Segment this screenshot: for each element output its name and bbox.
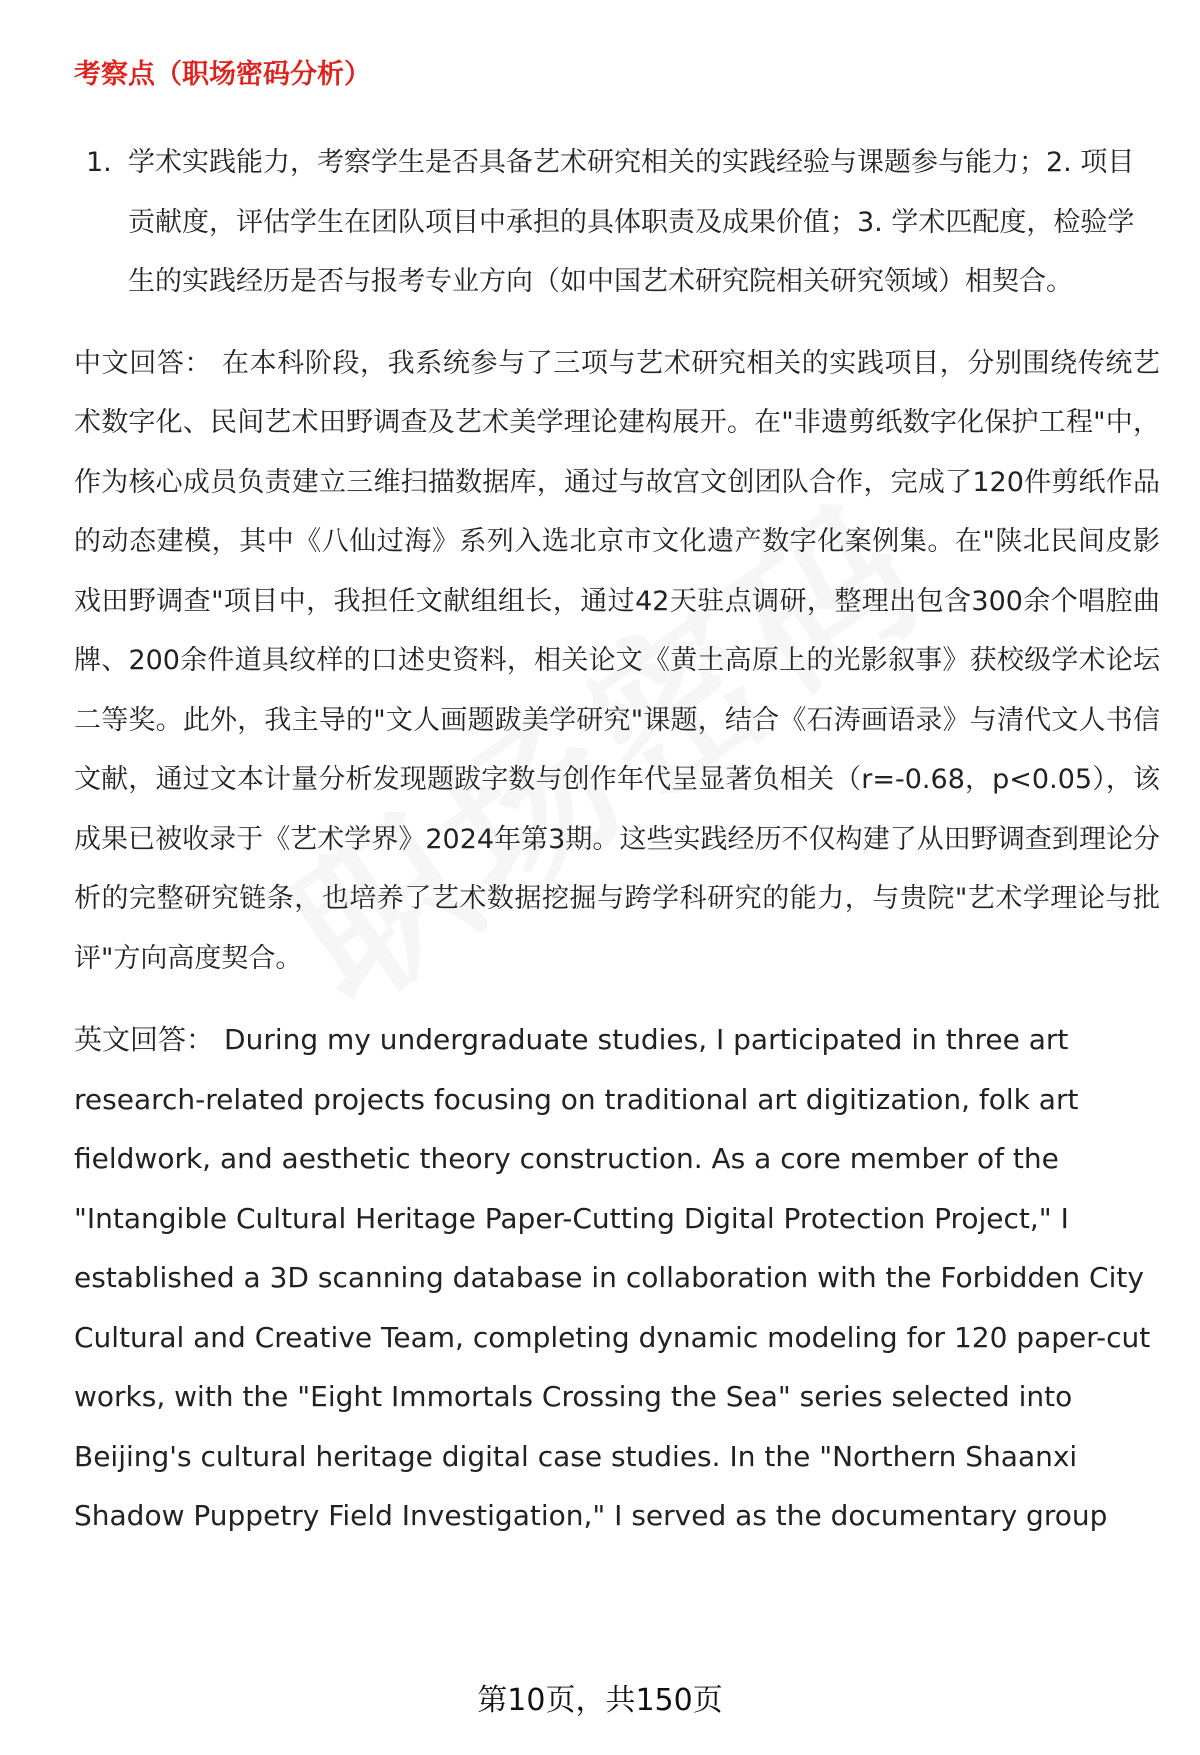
english-answer — [74, 1010, 1160, 1546]
section-title: 考察点（职场密码分析） — [74, 59, 371, 90]
assessment-points — [74, 133, 1160, 312]
list-number: 1. — [86, 147, 112, 178]
chinese-answer-label: 中文回答： — [74, 347, 213, 379]
chinese-answer — [74, 334, 1160, 989]
chinese-answer-text: 在本科阶段，我系统参与了三项与艺术研究相关的实践项目，分别围绕传统艺术数字化、民间艺术田野调查及艺术美学理论建构展开。在"非遗剪纸数字化保护工程"中，作为核心成员负责建立三维扫描数据库，通过与故宫文创团队合作，完成了120件剪纸作品的动态建模，其中《八仙过海》系列入选北京市文化遗产数字化案例集。在"陕北民间皮影戏田野调查"项目中，我担任文献组组长，通过42天驻点调研，整理出包含300余个唱腔曲牌、200余件道具纹样的口述史资料，相关论文《黄土高原上的光影叙事》获校级学术论坛二等奖。此外，我主导的"文人画题跋美学研究"课题，结合《石涛画语录》与清代文人书信文献，通过文本计量分析发现题跋字数与创作年代呈显著负相关（r=-0.68，p<0.05），该成果已被收录于《艺术学界》2024年第3期。这些实践经历不仅构建了从田野调查到理论分析的完整研究链条，也培养了艺术数据挖掘与跨学科研究的能力，与贵院"艺术学理论与批评"方向高度契合。 — [74, 347, 1161, 974]
english-answer-label: 英文回答： — [74, 1023, 215, 1056]
english-answer-text: During my undergraduate studies, I participated in three art research-related projects focusing on traditional art digitization, folk art fieldwork, and aesthetic theory construction. As a core member of the "Intangible Cultural Heritage Paper-Cutting Digital Protection Project," I established a 3D scanning database in collaboration with the Forbidden City Cultural and Creative Team, completing dynamic modeling for 120 paper-cut works, with the "Eight Immortals Crossing the Sea" series selected into Beijing's cultural heritage digital case studies. In the "Northern Shaanxi Shadow Puppetry Field Investigation," I served as the documentary group — [74, 1023, 1151, 1532]
assessment-points-text: 学术实践能力，考察学生是否具备艺术研究相关的实践经验与课题参与能力；2. 项目贡献度，评估学生在团队项目中承担的具体职责及成果价值；3. 学术匹配度，检验学生的实践经历是否与报考专业方向（如中国艺术研究院相关研究领域）相契合。 — [128, 147, 1135, 297]
document-body — [74, 55, 1160, 1568]
page-number: 第10页，共150页 — [477, 1683, 723, 1718]
